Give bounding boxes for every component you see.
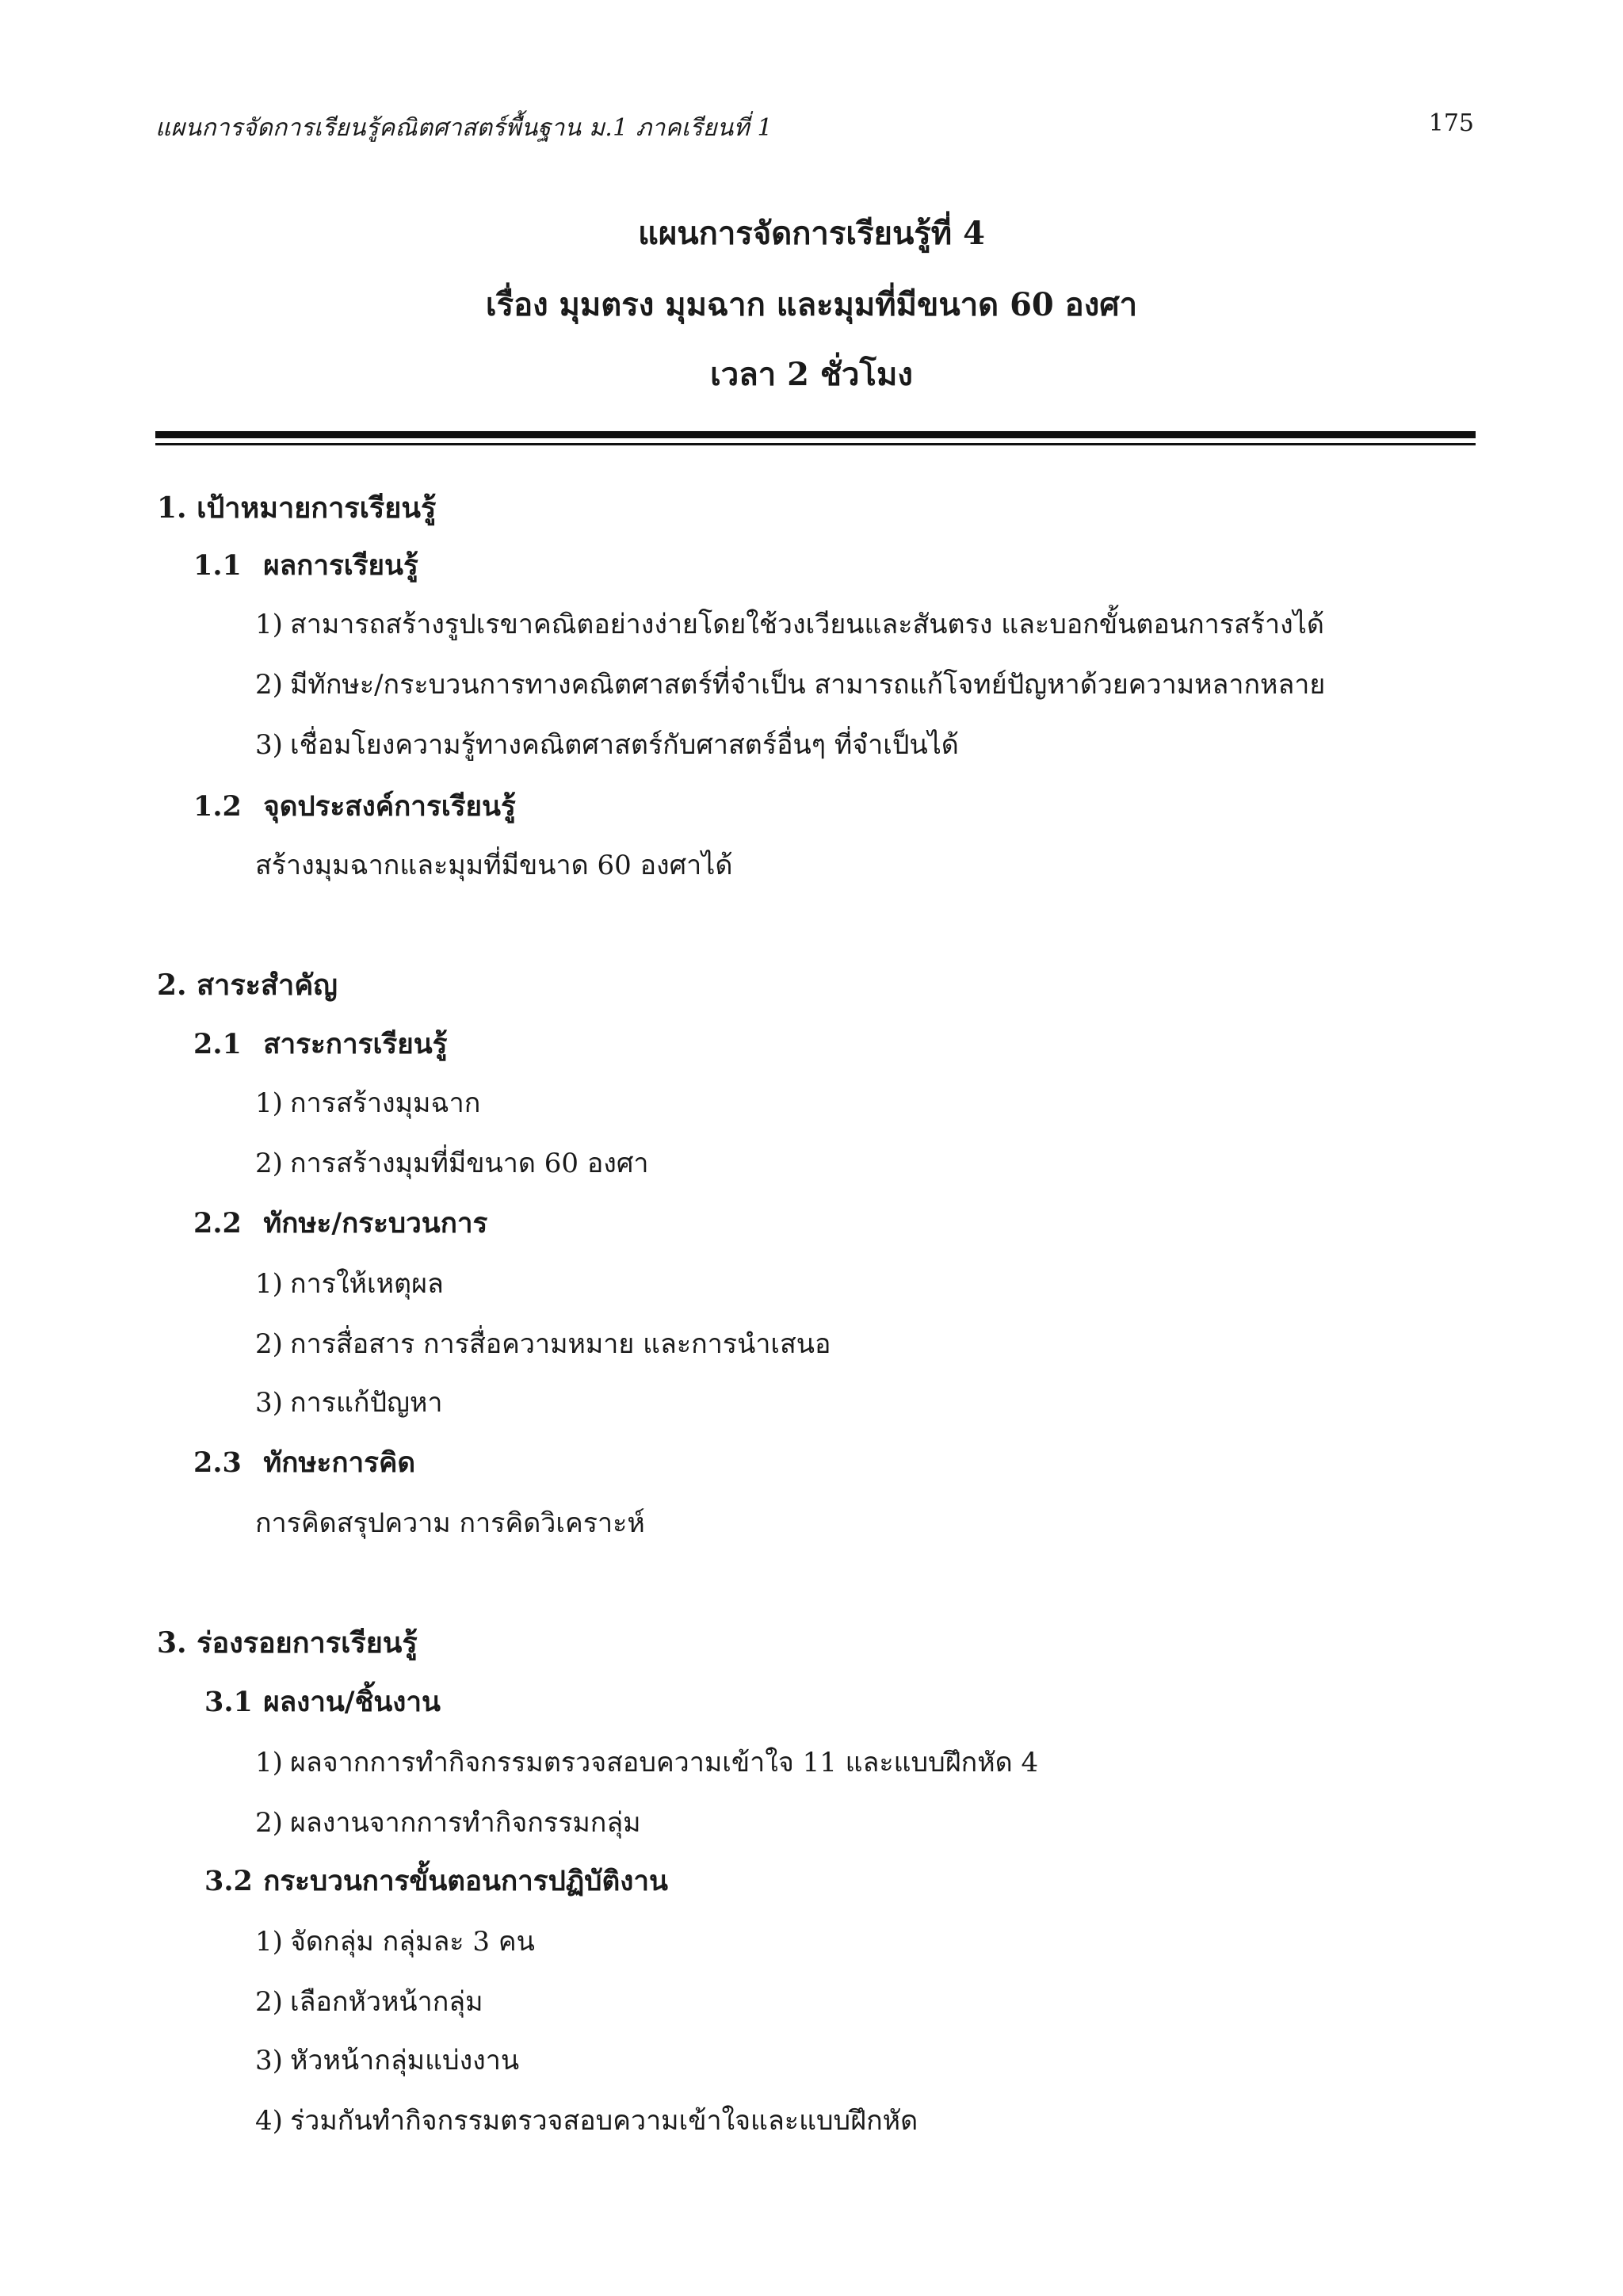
list-item bbox=[255, 2038, 519, 2081]
section-3-heading bbox=[157, 1620, 418, 1665]
list-item bbox=[255, 1141, 649, 1184]
list-item bbox=[255, 1920, 535, 1962]
subsection-title: ผลการเรียนรู้ bbox=[263, 549, 418, 582]
subsection-title: สาระการเรียนรู้ bbox=[263, 1028, 448, 1060]
subsection-title: ผลงาน/ชิ้นงาน bbox=[263, 1686, 441, 1718]
subsection-title: ทักษะการคิด bbox=[263, 1446, 416, 1479]
item-number: 3) bbox=[255, 1387, 283, 1419]
list-item bbox=[255, 1801, 641, 1843]
subsection-2-3-heading bbox=[193, 1441, 415, 1484]
subsection-2-1-heading bbox=[193, 1022, 447, 1066]
item-text: การแก้ปัญหา bbox=[290, 1387, 443, 1419]
subsection-number: 3.1 bbox=[204, 1686, 253, 1718]
subsection-number: 1.2 bbox=[193, 790, 242, 823]
item-text: หัวหน้ากลุ่มแบ่งงาน bbox=[290, 2045, 520, 2076]
item-number: 3) bbox=[255, 729, 283, 761]
section-2-heading bbox=[157, 962, 338, 1007]
plan-topic: เรื่อง มุมตรง มุมฉาก และมุมที่มีขนาด 60 องศา bbox=[485, 286, 1138, 323]
item-number: 1) bbox=[255, 609, 283, 640]
subsection-1-1-heading bbox=[193, 544, 418, 587]
plan-duration: เวลา 2 ชั่วโมง bbox=[710, 356, 913, 393]
subsection-title: จุดประสงค์การเรียนรู้ bbox=[263, 790, 516, 823]
subsection-number: 2.1 bbox=[193, 1028, 242, 1060]
subsection-2-2-heading bbox=[193, 1201, 487, 1245]
section-title: สาระสำคัญ bbox=[197, 968, 338, 1002]
item-number: 2) bbox=[255, 669, 283, 701]
item-text: ผลจากการทำกิจกรรมตรวจสอบความเข้าใจ 11 และแบบฝึกหัด 4 bbox=[290, 1747, 1039, 1778]
list-item bbox=[255, 723, 959, 766]
item-text: ร่วมกันทำกิจกรรมตรวจสอบความเข้าใจและแบบฝึกหัด bbox=[290, 2105, 918, 2137]
item-text: เลือกหัวหน้ากลุ่ม bbox=[290, 1986, 483, 2018]
section-number: 1. bbox=[157, 491, 187, 525]
item-text: เชื่อมโยงความรู้ทางคณิตศาสตร์กับศาสตร์อื่นๆ ที่จำเป็นได้ bbox=[290, 729, 959, 761]
section-number: 2. bbox=[157, 968, 187, 1002]
item-text: มีทักษะ/กระบวนการทางคณิตศาสตร์ที่จำเป็น สามารถแก้โจทย์ปัญหาด้วยความหลากหลาย bbox=[290, 669, 1326, 701]
subsection-3-1-heading bbox=[204, 1680, 441, 1724]
title-divider-thick bbox=[155, 431, 1476, 438]
title-divider-thin bbox=[155, 443, 1476, 445]
subsection-1-2-heading bbox=[193, 785, 516, 828]
item-number: 1) bbox=[255, 1747, 283, 1778]
item-number: 1) bbox=[255, 1926, 283, 1958]
section-1-heading bbox=[157, 485, 436, 530]
item-text: สามารถสร้างรูปเรขาคณิตอย่างง่ายโดยใช้วงเวียนและสันตรง และบอกขั้นตอนการสร้างได้ bbox=[290, 609, 1324, 640]
item-number: 4) bbox=[255, 2105, 283, 2137]
item-number: 2) bbox=[255, 1807, 283, 1839]
paragraph: สร้างมุมฉากและมุมที่มีขนาด 60 องศาได้ bbox=[255, 850, 733, 881]
running-header: แผนการจัดการเรียนรู้คณิตศาสตร์พื้นฐาน ม.1 ภาคเรียนที่ 1 bbox=[155, 114, 773, 142]
paragraph: การคิดสรุปความ การคิดวิเคราะห์ bbox=[255, 1507, 645, 1539]
item-text: ผลงานจากการทำกิจกรรมกลุ่ม bbox=[290, 1807, 641, 1839]
list-item bbox=[255, 1381, 443, 1423]
subsection-title: กระบวนการขั้นตอนการปฏิบัติงาน bbox=[263, 1865, 668, 1897]
item-number: 1) bbox=[255, 1268, 283, 1300]
item-number: 1) bbox=[255, 1087, 283, 1119]
page-number: 175 bbox=[1428, 109, 1474, 137]
item-number: 2) bbox=[255, 1328, 283, 1360]
item-number: 3) bbox=[255, 2045, 283, 2076]
section-title: เป้าหมายการเรียนรู้ bbox=[197, 491, 437, 525]
item-text: การสื่อสาร การสื่อความหมาย และการนำเสนอ bbox=[290, 1328, 831, 1360]
list-item bbox=[255, 1740, 1038, 1783]
list-item bbox=[255, 2099, 918, 2141]
subsection-number: 2.2 bbox=[193, 1207, 242, 1240]
subsection-number: 2.3 bbox=[193, 1446, 242, 1479]
section-number: 3. bbox=[157, 1626, 187, 1660]
item-text: การให้เหตุผล bbox=[290, 1268, 444, 1300]
item-number: 2) bbox=[255, 1986, 283, 2018]
subsection-3-2-heading bbox=[204, 1859, 668, 1903]
list-item bbox=[255, 1980, 483, 2023]
item-text: การสร้างมุมที่มีขนาด 60 องศา bbox=[290, 1148, 649, 1179]
list-item bbox=[255, 602, 1324, 645]
list-item bbox=[255, 663, 1325, 705]
plan-title: แผนการจัดการเรียนรู้ที่ 4 bbox=[638, 215, 985, 252]
item-text: การสร้างมุมฉาก bbox=[290, 1087, 481, 1119]
item-text: จัดกลุ่ม กลุ่มละ 3 คน bbox=[290, 1926, 535, 1958]
subsection-number: 3.2 bbox=[204, 1865, 253, 1897]
list-item bbox=[255, 1081, 480, 1124]
list-item bbox=[255, 1322, 831, 1365]
section-title: ร่องรอยการเรียนรู้ bbox=[197, 1626, 418, 1660]
subsection-title: ทักษะ/กระบวนการ bbox=[263, 1207, 488, 1240]
list-item bbox=[255, 1262, 444, 1305]
subsection-number: 1.1 bbox=[193, 549, 242, 582]
item-number: 2) bbox=[255, 1148, 283, 1179]
